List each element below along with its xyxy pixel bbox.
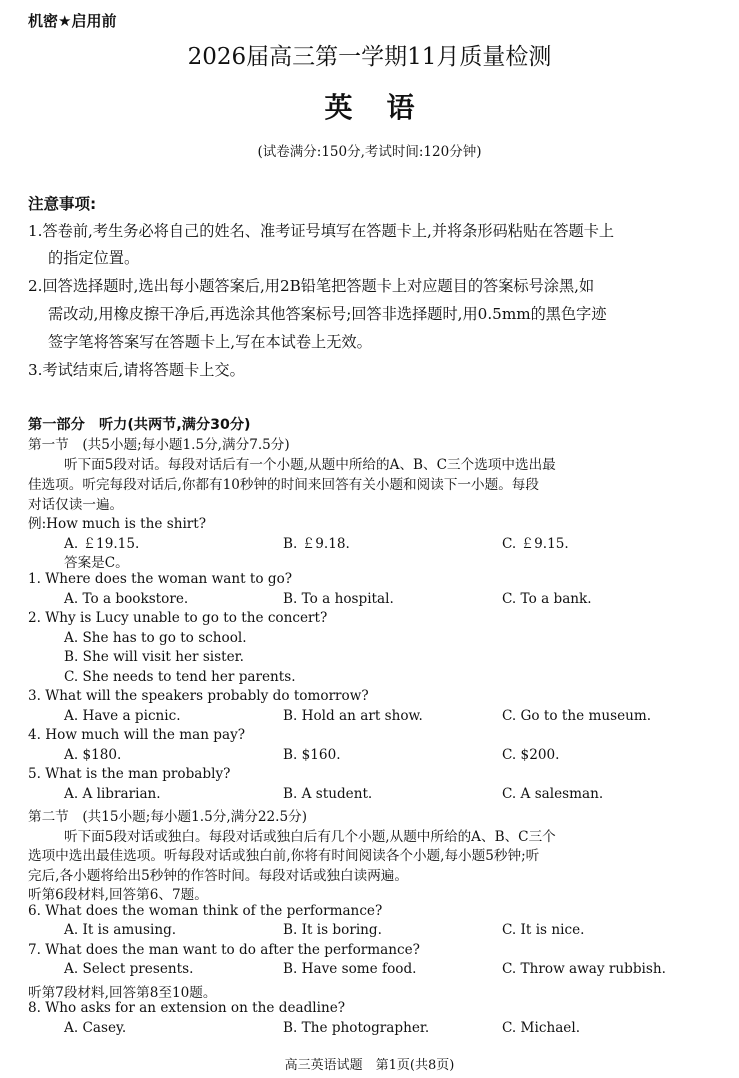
option-c: C. Throw away rubbish. [502,961,666,977]
notice-line: 需改动,用橡皮擦干净后,再选涂其他答案标号;回答非选择题时,用0.5mm的黑色字迹 [48,305,607,323]
option-b: B. Hold an art show. [283,708,423,724]
page-footer: 高三英语试题 第1页(共8页) [284,1058,455,1073]
option-c: C. She needs to tend her parents. [64,669,296,685]
option-b: B. It is boring. [283,922,382,938]
option-c: C. Michael. [502,1020,581,1036]
section1-instruction: 听下面5段对话。每段对话后有一个小题,从题中所给的A、B、C三个选项中选出最 [64,457,556,473]
example-answer: 答案是C。 [64,555,129,571]
question-2: 2. Why is Lucy unable to go to the concert? [28,610,328,626]
notice-line: 签字笔将答案写在答题卡上,写在本试卷上无效。 [48,333,372,351]
question-5: 5. What is the man probably? [28,766,231,782]
option-c: C. ￡9.15. [502,536,569,552]
notice-heading: 注意事项: [28,195,97,213]
option-a: A. To a bookstore. [64,591,189,607]
confidential-label: 机密★启用前 [28,12,117,30]
option-b: B. Have some food. [283,961,417,977]
question-8: 8. Who asks for an extension on the deadline? [28,1000,346,1016]
option-a: A. ￡19.15. [64,536,140,552]
section1-instruction: 佳选项。听完每段对话后,你都有10秒钟的时间来回答有关小题和阅读下一小题。每段 [28,477,539,493]
option-c: C. To a bank. [502,591,592,607]
section2-instruction: 选项中选出最佳选项。听每段对话或独白前,你将有时间阅读各个小题,每小题5秒钟;听 [28,848,540,864]
option-b: B. The photographer. [283,1020,430,1036]
section1-heading: 第一节 (共5小题;每小题1.5分,满分7.5分) [28,437,290,453]
option-a: A. It is amusing. [64,922,177,938]
example-question: 例:How much is the shirt? [28,516,207,532]
option-b: B. A student. [283,786,373,802]
option-c: C. $200. [502,747,560,763]
exam-title: 2026届高三第一学期11月质量检测 [187,44,552,70]
option-a: A. A librarian. [64,786,161,802]
option-a: A. Casey. [64,1020,127,1036]
question-7: 7. What does the man want to do after the performance? [28,942,420,958]
option-a: A. Have a picnic. [64,708,181,724]
material-6-label: 听第6段材料,回答第6、7题。 [28,887,208,903]
option-b: B. To a hospital. [283,591,394,607]
subject-title: 英语 [324,91,449,124]
option-b: B. ￡9.18. [283,536,350,552]
section2-heading: 第二节 (共15小题;每小题1.5分,满分22.5分) [28,809,308,825]
section2-instruction: 听下面5段对话或独白。每段对话或独白后有几个小题,从题中所给的A、B、C三个 [64,829,556,845]
notice-line: 2.回答选择题时,选出每小题答案后,用2B铅笔把答题卡上对应题目的答案标号涂黑,如 [28,277,595,295]
notice-line: 的指定位置。 [48,249,140,267]
question-4: 4. How much will the man pay? [28,727,246,743]
part1-heading: 第一部分 听力(共两节,满分30分) [28,417,251,433]
score-info: (试卷满分:150分,考试时间:120分钟) [257,144,482,160]
section2-instruction: 完后,各小题将给出5秒钟的作答时间。每段对话或独白读两遍。 [28,868,408,884]
material-7-label: 听第7段材料,回答第8至10题。 [28,985,217,1001]
notice-line: 1.答卷前,考生务必将自己的姓名、准考证号填写在答题卡上,并将条形码粘贴在答题卡上 [28,222,615,240]
option-b: B. She will visit her sister. [64,649,244,665]
question-1: 1. Where does the woman want to go? [28,571,293,587]
question-6: 6. What does the woman think of the performance? [28,903,383,919]
option-c: C. It is nice. [502,922,585,938]
option-c: C. A salesman. [502,786,604,802]
notice-line: 3.考试结束后,请将答题卡上交。 [28,361,245,379]
section1-instruction: 对话仅读一遍。 [28,497,124,513]
option-c: C. Go to the museum. [502,708,652,724]
option-a: A. She has to go to school. [64,630,247,646]
option-b: B. $160. [283,747,341,763]
option-a: A. $180. [64,747,122,763]
question-3: 3. What will the speakers probably do tomorrow? [28,688,369,704]
option-a: A. Select presents. [64,961,194,977]
